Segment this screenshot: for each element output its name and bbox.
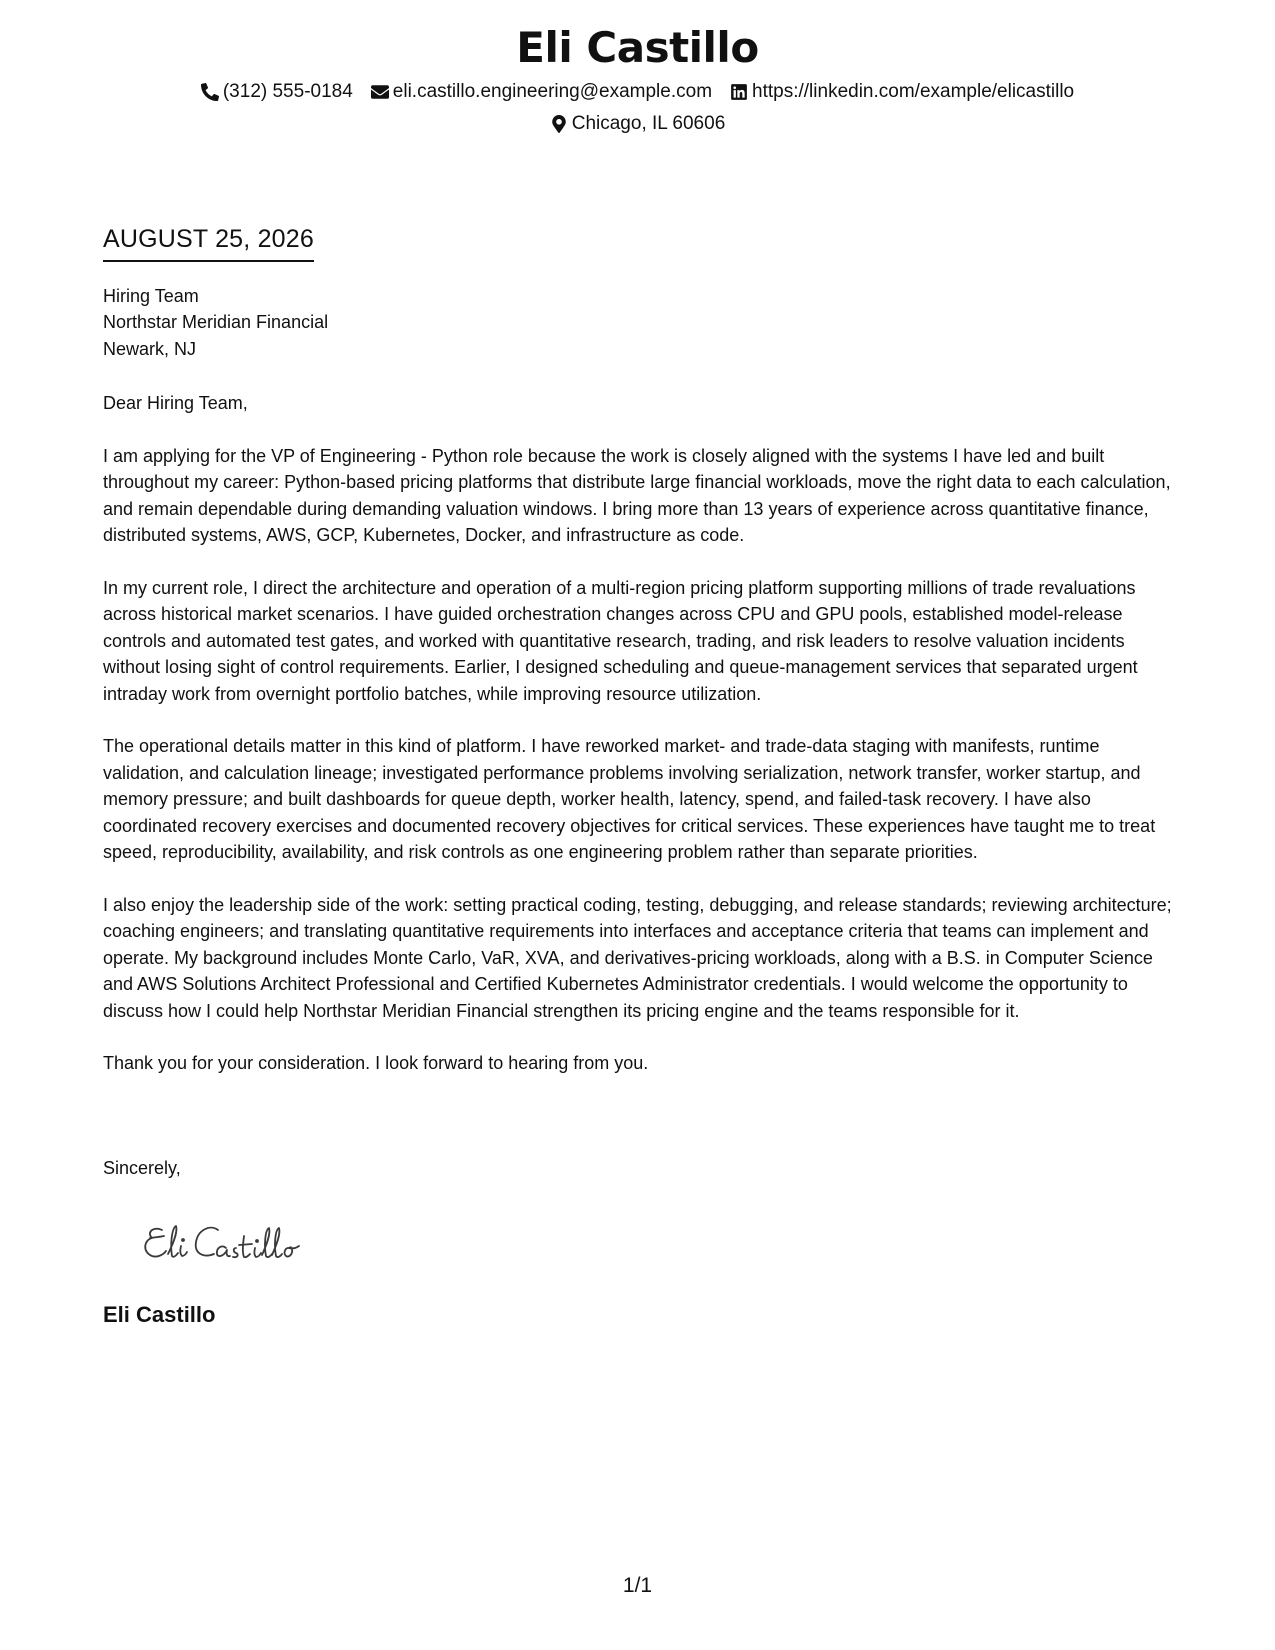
body-paragraph: I also enjoy the leadership side of the work: setting practical coding, testing, debugging, and release standards; reviewing architecture; coaching engineers; and translating quantitative requirements into interfaces and acceptance criteria that teams can implement and operate. My background includes Monte Carlo, VaR, XVA, and derivatives-pricing workloads, along with a B.S. in Computer Science and AWS Solutions Architect Professional and Certified Kubernetes Administrator credentials. I would welcome the opportunity to discuss how I could help Northstar Meridian Financial strengthen its pricing engine and the teams responsible for it.	[103, 894, 1172, 1021]
body-paragraph: I am applying for the VP of Engineering - Python role because the work is closely aligned with the systems I have led and built throughout my career: Python-based pricing platforms that distribute large financial workloads, move the right data to each calculation, and remain dependable during demanding valuation windows. I bring more than 13 years of experience across quantitative finance, distributed systems, AWS, GCP, Kubernetes, Docker, and infrastructure as code.	[103, 446, 1171, 546]
signer-name: Eli Castillo	[103, 1302, 216, 1327]
linkedin-url[interactable]: https://linkedin.com/example/elicastillo	[752, 81, 1075, 102]
recipient-block	[103, 283, 1173, 362]
phone-contact	[201, 76, 353, 108]
handwritten-signature	[140, 1218, 330, 1268]
recipient-line: Hiring Team	[103, 286, 199, 306]
body-paragraph: Thank you for your consideration. I look forward to hearing from you.	[103, 1053, 649, 1074]
phone-number: (312) 555-0184	[222, 81, 353, 102]
closing: Sincerely,	[103, 1158, 181, 1178]
map-pin-icon	[550, 115, 568, 133]
letter-date: AUGUST 25, 2026	[103, 222, 314, 262]
envelope-icon	[371, 83, 389, 101]
page-number: 1/1	[622, 1574, 653, 1597]
applicant-name: Eli Castillo	[516, 23, 759, 72]
salutation: Dear Hiring Team,	[103, 393, 248, 414]
body-paragraph: The operational details matter in this kind of platform. I have reworked market- and trade-data staging with manifests, runtime validation, and calculation lineage; investigated performance problems involving serialization, network transfer, worker startup, and memory pressure; and built dashboards for queue depth, worker health, latency, spend, and failed-task recovery. I have also coordinated recovery exercises and documented recovery objectives for critical services. These experiences have taught me to treat speed, reproducibility, availability, and risk controls as one engineering problem rather than separate priorities.	[103, 736, 1156, 863]
linkedin-icon	[730, 83, 748, 101]
email-address[interactable]: eli.castillo.engineering@example.com	[392, 81, 713, 102]
location-contact	[550, 108, 726, 140]
phone-icon	[201, 83, 219, 101]
letter-header	[0, 20, 1275, 140]
signature-image	[140, 1218, 330, 1268]
contact-row	[0, 76, 1275, 108]
email-contact[interactable]	[371, 76, 712, 108]
letter-body	[103, 283, 1173, 1103]
location-row	[0, 108, 1275, 140]
linkedin-contact[interactable]	[730, 76, 1074, 108]
body-paragraph: In my current role, I direct the architecture and operation of a multi-region pricing platform supporting millions of trade revaluations across historical market scenarios. I have guided orchestration changes across CPU and GPU pools, established model-release controls and automated test gates, and worked with quantitative research, trading, and risk leaders to resolve valuation incidents without losing sight of control requirements. Earlier, I designed scheduling and queue-management services that separated urgent intraday work from overnight portfolio batches, while improving resource utilization.	[103, 578, 1138, 704]
recipient-location: Newark, NJ	[103, 338, 197, 359]
recipient-company: Northstar Meridian Financial	[103, 312, 329, 333]
location-text: Chicago, IL 60606	[571, 113, 726, 134]
